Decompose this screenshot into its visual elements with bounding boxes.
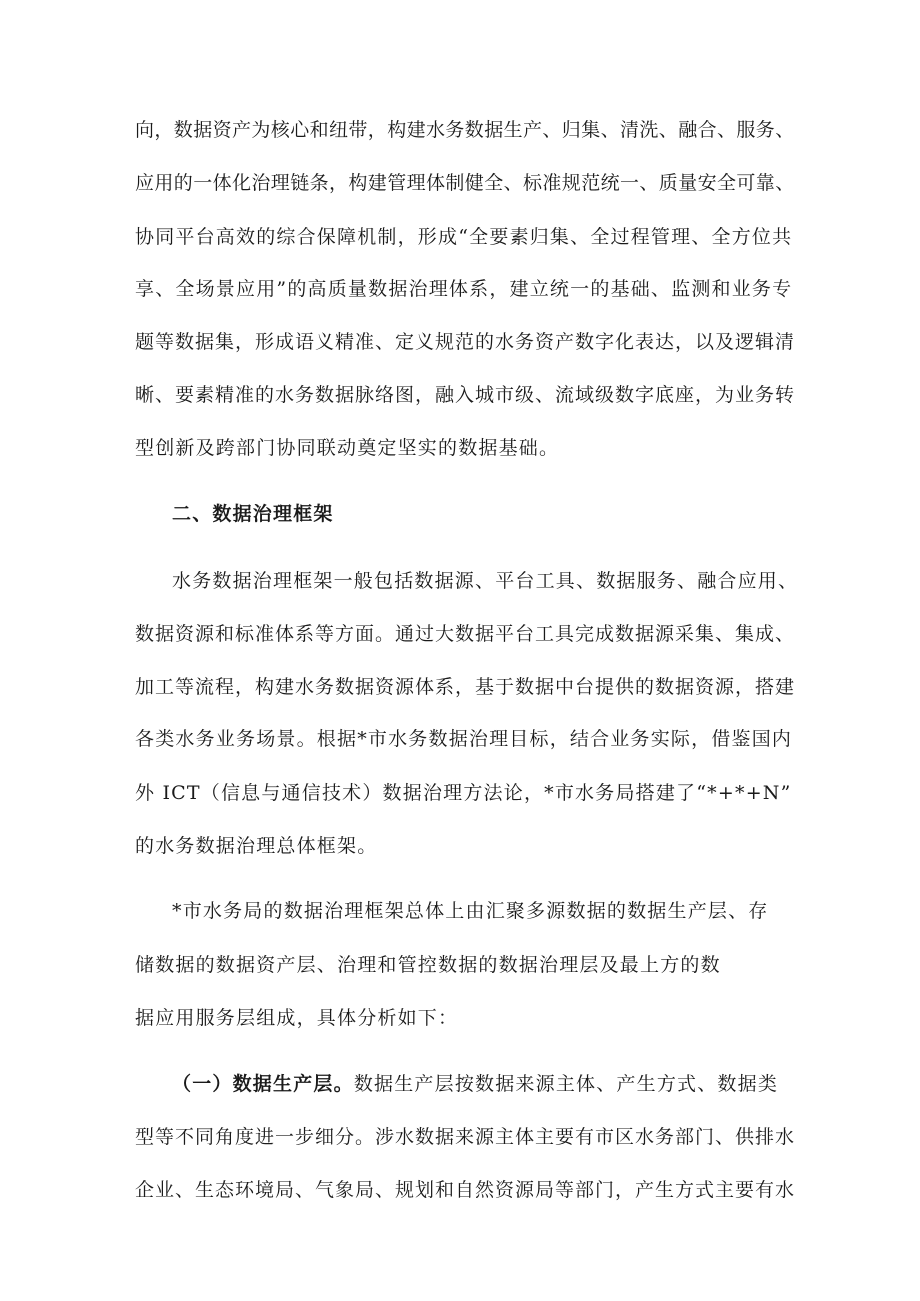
paragraph2-line: 数据资源和标准体系等方面。通过大数据平台工具完成数据源采集、集成、 — [135, 623, 796, 645]
paragraph2-line: 各类水务业务场景。根据*市水务数据治理目标，结合业务实际，借鉴国内 — [135, 728, 793, 750]
paragraph4-first-line — [172, 1071, 778, 1097]
paragraph4-line-text: 数据生产层按数据来源主体、产生方式、数据类 — [353, 1073, 779, 1095]
paragraph1-line: 应用的一体化治理链条，构建管理体制健全、标准规范统一、质量安全可靠、 — [135, 172, 795, 194]
paragraph3-line: *市水务局的数据治理框架总体上由汇聚多源数据的数据生产层、存 — [172, 900, 769, 922]
paragraph2-line: 加工等流程，构建水务数据资源体系，基于数据中台提供的数据资源，搭建 — [135, 676, 796, 698]
paragraph1-line: 向，数据资产为核心和纽带，构建水务数据生产、归集、清洗、融合、服务、 — [135, 119, 795, 141]
paragraph1-line: 题等数据集，形成语义精准、定义规范的水务资产数字化表达，以及逻辑清 — [135, 331, 796, 353]
section-heading: 二、数据治理框架 — [172, 503, 334, 525]
paragraph4-line: 型等不同角度进一步细分。涉水数据来源主体主要有市区水务部门、供排水 — [135, 1126, 796, 1148]
paragraph3-line: 据应用服务层组成，具体分析如下： — [135, 1007, 459, 1029]
paragraph2-line: 的水务数据治理总体框架。 — [135, 835, 378, 857]
paragraph4-lead: （一）数据生产层。 — [172, 1073, 354, 1095]
paragraph1-line: 协同平台高效的综合保障机制，形成“全要素归集、全过程管理、全方位共 — [135, 226, 793, 248]
paragraph3-line: 储数据的数据资产层、治理和管控数据的数据治理层及最上方的数 — [135, 954, 721, 976]
paragraph2-line: 外 ICT（信息与通信技术）数据治理方法论，*市水务局搭建了“*+*+N” — [135, 782, 792, 804]
paragraph1-line: 型创新及跨部门协同联动奠定坚实的数据基础。 — [135, 437, 560, 459]
paragraph4-line: 企业、生态环境局、气象局、规划和自然资源局等部门，产生方式主要有水 — [135, 1179, 796, 1201]
paragraph1-line: 享、全场景应用”的高质量数据治理体系，建立统一的基础、监测和业务专 — [135, 278, 793, 300]
paragraph1-line: 晰、要素精准的水务数据脉络图，融入城市级、流域级数字底座，为业务转 — [135, 384, 796, 406]
paragraph2-line: 水务数据治理框架一般包括数据源、平台工具、数据服务、融合应用、 — [172, 570, 799, 592]
